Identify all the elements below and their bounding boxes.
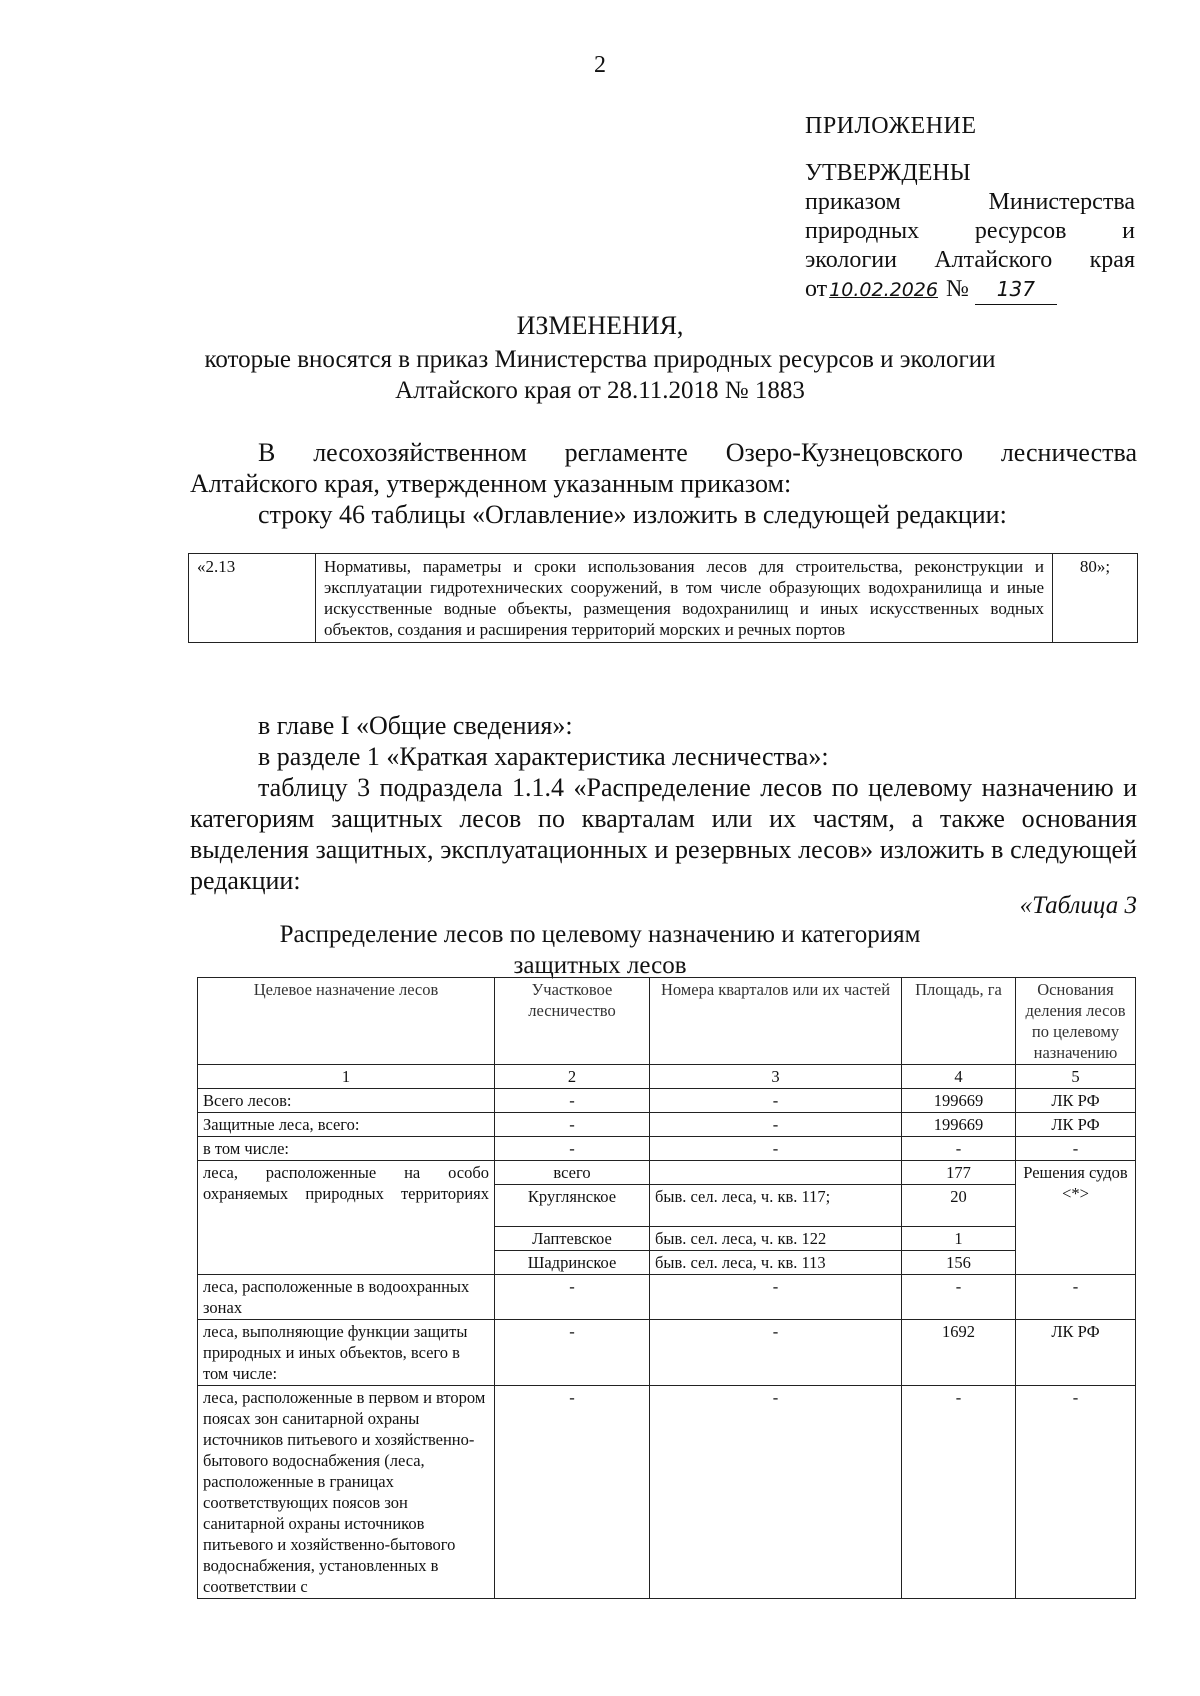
handwritten-date: 10.02.2026 <box>829 279 938 301</box>
approval-block <box>805 112 1135 305</box>
date-prefix: от <box>805 276 828 302</box>
header-district: Участковое лесничество <box>495 978 650 1065</box>
district-cell: - <box>495 1113 650 1137</box>
quarters-cell: - <box>650 1137 902 1161</box>
page-number: 2 <box>594 52 606 78</box>
forest-distribution-table <box>197 977 1136 1599</box>
header-purpose: Целевое назначение лесов <box>198 978 495 1065</box>
header-quarters: Номера кварталов или их частей <box>650 978 902 1065</box>
header-basis: Основания деления лесов по целевому назначению <box>1016 978 1136 1065</box>
table-row <box>198 1275 1136 1320</box>
page-cell: 80»; <box>1053 554 1138 643</box>
contents-row-table <box>188 553 1138 643</box>
table-caption-line: защитных лесов <box>513 952 687 979</box>
text-line: Алтайского края, утвержденном указанным приказом: <box>190 469 792 498</box>
district-cell: - <box>495 1089 650 1113</box>
table-label: «Таблица 3 <box>1019 892 1137 919</box>
body-paragraph <box>190 710 1137 896</box>
district-cell: Круглянское <box>495 1185 650 1227</box>
basis-cell: ЛК РФ <box>1016 1320 1136 1386</box>
text-line: строку 46 таблицы «Оглавление» изложить в следующей редакции: <box>258 500 1007 529</box>
basis-cell: ЛК РФ <box>1016 1089 1136 1113</box>
table-row <box>189 554 1138 643</box>
quarters-cell: - <box>650 1320 902 1386</box>
approval-date-line <box>805 275 1135 305</box>
quarters-cell: быв. сел. леса, ч. кв. 113 <box>650 1251 902 1275</box>
quarters-cell: - <box>650 1386 902 1599</box>
table-row <box>198 1113 1136 1137</box>
basis-cell: ЛК РФ <box>1016 1113 1136 1137</box>
intro-paragraph <box>190 437 1137 530</box>
column-number: 5 <box>1016 1065 1136 1089</box>
approval-line: экологии Алтайского края <box>805 247 1135 273</box>
table-row <box>198 1386 1136 1599</box>
approval-line: природных ресурсов и <box>805 218 1135 244</box>
column-number: 2 <box>495 1065 650 1089</box>
document-subtitle-line: которые вносятся в приказ Министерства природных ресурсов и экологии <box>204 346 996 373</box>
area-cell: - <box>902 1275 1016 1320</box>
purpose-cell: в том числе: <box>198 1137 495 1161</box>
table-row <box>198 1320 1136 1386</box>
quarters-cell <box>650 1161 902 1185</box>
quarters-cell: - <box>650 1089 902 1113</box>
purpose-cell: Всего лесов: <box>198 1089 495 1113</box>
district-cell: - <box>495 1275 650 1320</box>
quarters-cell: - <box>650 1275 902 1320</box>
table-header-row <box>198 978 1136 1065</box>
approved-label: УТВЕРЖДЕНЫ <box>805 160 971 186</box>
district-cell: - <box>495 1137 650 1161</box>
purpose-cell: леса, расположенные в водоохранных зонах <box>198 1275 495 1320</box>
area-cell: 1692 <box>902 1320 1016 1386</box>
district-cell: - <box>495 1320 650 1386</box>
basis-cell: - <box>1016 1275 1136 1320</box>
document-subtitle-line: Алтайского края от 28.11.2018 № 1883 <box>395 377 805 404</box>
purpose-cell: леса, выполняющие функции защиты природных и иных объектов, всего в том числе: <box>198 1320 495 1386</box>
section-title-cell: Нормативы, параметры и сроки использования лесов для строительства, реконструкции и эксплуатации гидротехнических сооружений, в том числе образующих водохранилища и иные искусственные водные объекты, размещения водохранилищ и иных искусственных водных объектов, создания и расширения территорий морских и речных портов <box>316 554 1053 643</box>
column-number: 4 <box>902 1065 1016 1089</box>
area-cell: 1 <box>902 1227 1016 1251</box>
purpose-cell: леса, расположенные в первом и втором поясах зон санитарной охраны источников питьевого и хозяйственно-бытового водоснабжения (леса, расположенные в границах соответствующих поясов зон санитарной охраны источников питьевого и хозяйственно-бытового водоснабжения, установленных в соответствии с <box>198 1386 495 1599</box>
text-line: выделения защитных, эксплуатационных и резервных лесов» изложить в следующей <box>190 835 1137 864</box>
table-row <box>198 1089 1136 1113</box>
column-number-row <box>198 1065 1136 1089</box>
appendix-title: ПРИЛОЖЕНИЕ <box>805 113 977 139</box>
quarters-cell: быв. сел. леса, ч. кв. 117; <box>650 1185 902 1227</box>
table-row <box>198 1161 1136 1185</box>
area-cell: 156 <box>902 1251 1016 1275</box>
text-line: категориям защитных лесов по кварталам или их частям, а также основания <box>190 804 1137 833</box>
approval-line: приказом Министерства <box>805 189 1135 215</box>
district-cell: всего <box>495 1161 650 1185</box>
area-cell: 20 <box>902 1185 1016 1227</box>
quarters-cell: - <box>650 1113 902 1137</box>
text-line: в разделе 1 «Краткая характеристика лесничества»: <box>258 742 829 771</box>
purpose-cell: Защитные леса, всего: <box>198 1113 495 1137</box>
area-cell: 177 <box>902 1161 1016 1185</box>
column-number: 3 <box>650 1065 902 1089</box>
basis-cell: Решения судов <*> <box>1016 1161 1136 1275</box>
text-line: В лесохозяйственном регламенте Озеро-Кузнецовского лесничества <box>258 438 1137 467</box>
section-number-cell: «2.13 <box>189 554 316 643</box>
document-title: ИЗМЕНЕНИЯ, <box>516 311 684 340</box>
area-cell: 199669 <box>902 1089 1016 1113</box>
text-line: в главе I «Общие сведения»: <box>258 711 573 740</box>
handwritten-number: 137 <box>975 275 1057 305</box>
quarters-cell: быв. сел. леса, ч. кв. 122 <box>650 1227 902 1251</box>
header-area: Площадь, га <box>902 978 1016 1065</box>
text-line: таблицу 3 подраздела 1.1.4 «Распределение лесов по целевому назначению и <box>258 773 1137 802</box>
table-row <box>198 1137 1136 1161</box>
district-cell: Лаптевское <box>495 1227 650 1251</box>
area-cell: - <box>902 1137 1016 1161</box>
basis-cell: - <box>1016 1137 1136 1161</box>
text-line: редакции: <box>190 866 301 895</box>
basis-cell: - <box>1016 1386 1136 1599</box>
district-cell: Шадринское <box>495 1251 650 1275</box>
number-prefix: № <box>945 276 969 302</box>
district-cell: - <box>495 1386 650 1599</box>
area-cell: 199669 <box>902 1113 1016 1137</box>
table-caption-line: Распределение лесов по целевому назначению и категориям <box>279 921 921 948</box>
purpose-cell: леса, расположенные на особо охраняемых природных территориях <box>198 1161 495 1275</box>
column-number: 1 <box>198 1065 495 1089</box>
area-cell: - <box>902 1386 1016 1599</box>
